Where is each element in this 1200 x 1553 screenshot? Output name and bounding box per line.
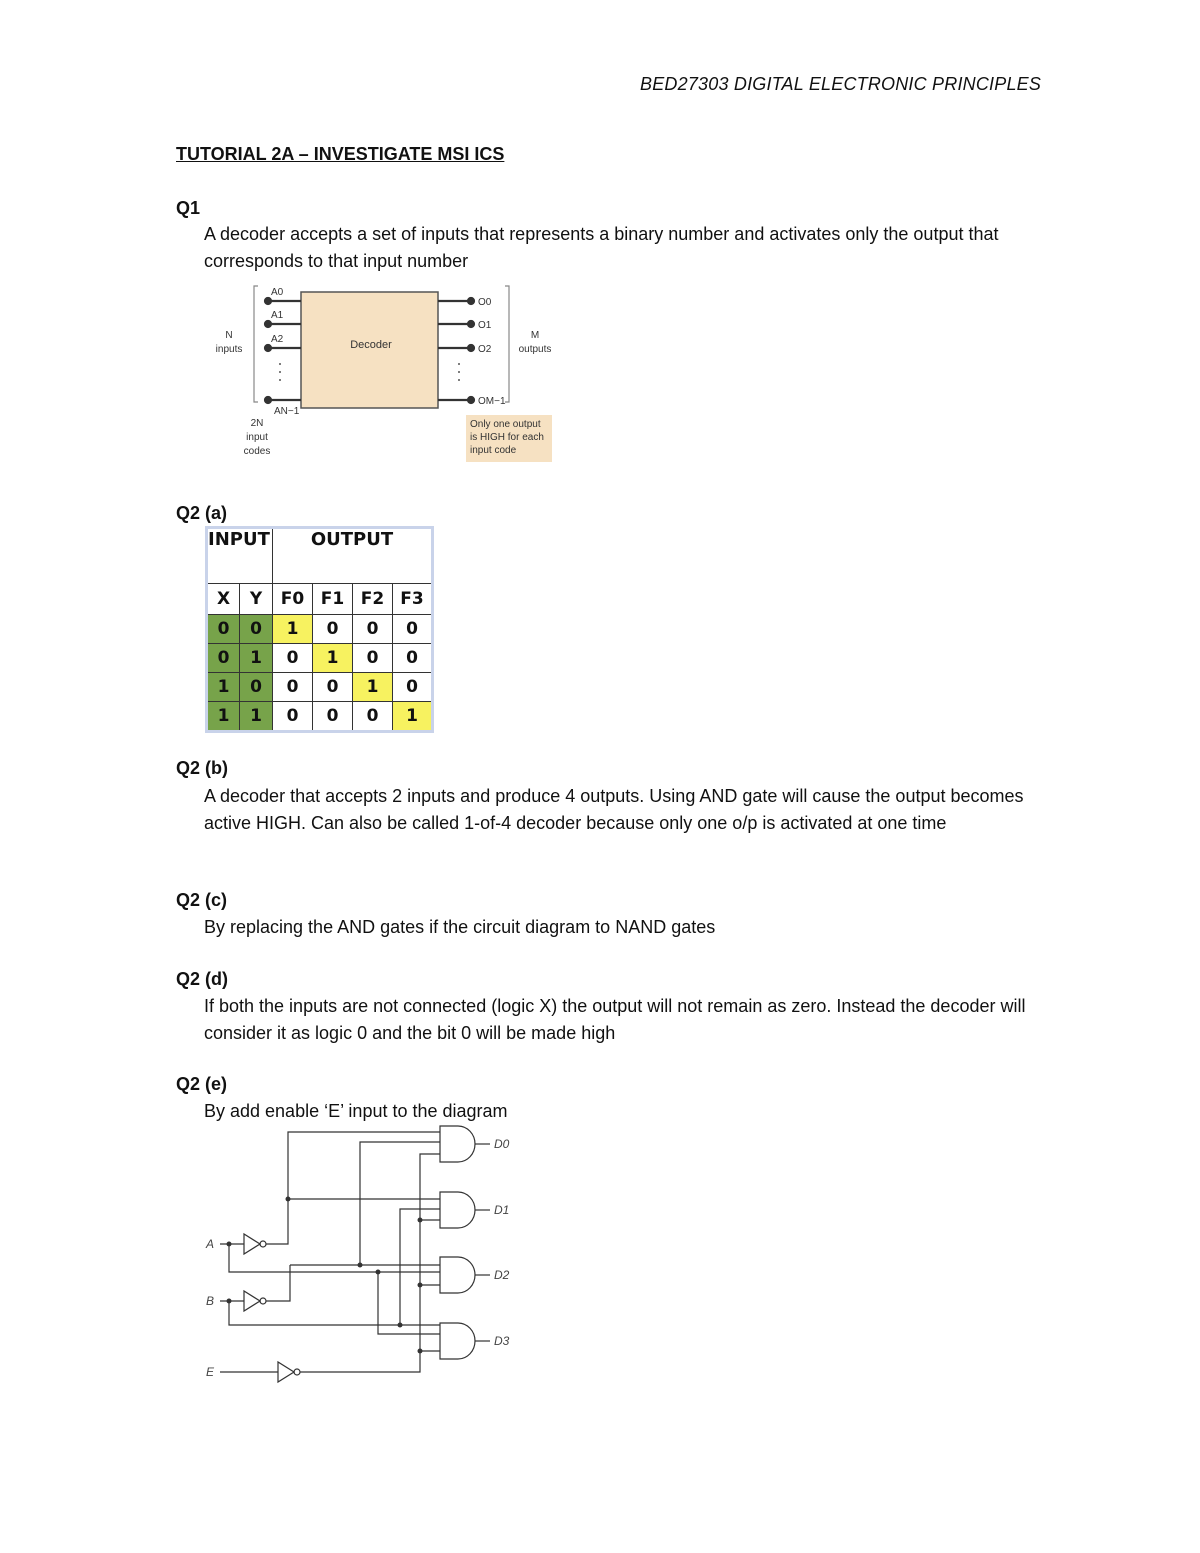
input-e-label: E	[206, 1365, 215, 1379]
table-cell: 0	[207, 644, 240, 673]
q2d-text: If both the inputs are not connected (logic X) the output will not remain as zero. Instead the decoder will consider it as logic 0 and the bit 0 will be made high	[204, 996, 1026, 1043]
q2b-text: A decoder that accepts 2 inputs and produce 4 outputs. Using AND gate will cause the output becomes active HIGH. Can also be called 1-of-4 decoder because only one o/p is activated at one time	[204, 786, 1024, 833]
q2b-label: Q2 (b)	[176, 758, 228, 778]
table-cell: 1	[207, 673, 240, 702]
table-cell: 0	[273, 702, 313, 732]
output-label-om-1: OM−1	[478, 396, 506, 407]
q2a-label: Q2 (a)	[176, 503, 228, 523]
table-row	[207, 615, 433, 644]
q2e-text: By add enable ‘E’ input to the diagram	[204, 1101, 508, 1121]
table-cell: 1	[207, 702, 240, 732]
table-cell: 0	[273, 644, 313, 673]
inputs-label: inputs	[215, 344, 243, 355]
output-d1-label: D1	[494, 1203, 510, 1217]
page-title: TUTORIAL 2A – INVESTIGATE MSI ICS	[176, 144, 505, 164]
input-label-a2: A2	[271, 334, 284, 345]
q2c-text: By replacing the AND gates if the circuit diagram to NAND gates	[204, 917, 716, 937]
note-line-3: input code	[470, 445, 517, 456]
column-header: F0	[273, 584, 313, 615]
note-line-1: Only one output	[470, 419, 541, 430]
output-label-o1: O1	[478, 320, 492, 331]
and-gate-d0	[440, 1126, 475, 1162]
table-cell: 0	[353, 644, 393, 673]
codes-label-codes: codes	[243, 446, 271, 457]
column-header: F1	[313, 584, 353, 615]
outputs-label: outputs	[518, 344, 552, 355]
codes-label-input: input	[246, 432, 268, 443]
table-cell: 0	[393, 615, 433, 644]
input-b-label: B	[206, 1294, 215, 1308]
output-label-o2: O2	[478, 344, 492, 355]
input-a-label: A	[206, 1237, 215, 1251]
q2e-label: Q2 (e)	[176, 1074, 228, 1094]
output-d0-label: D0	[494, 1137, 510, 1151]
table-cell: 0	[313, 615, 353, 644]
table-cell: 1	[393, 702, 433, 732]
and-gate-d1	[440, 1192, 475, 1228]
output-d2-label: D2	[494, 1268, 510, 1282]
table-cell: 0	[207, 615, 240, 644]
note-line-2: is HIGH for each	[470, 432, 544, 443]
table-cell: 0	[393, 644, 433, 673]
table-cell: 0	[393, 673, 433, 702]
and-gate-d2	[440, 1257, 475, 1293]
table-cell: 0	[353, 615, 393, 644]
inverter-e	[278, 1362, 294, 1382]
input-label-an-1: AN−1	[274, 406, 300, 417]
table-cell: 0	[313, 673, 353, 702]
page-header: BED27303 DIGITAL ELECTRONIC PRINCIPLES	[640, 74, 1042, 94]
input-bracket	[254, 286, 258, 402]
table-cell: 1	[240, 644, 273, 673]
input-label-a0: A0	[271, 287, 284, 298]
table-cell: 0	[313, 702, 353, 732]
truth-table	[205, 526, 434, 733]
codes-label-2n: 2N	[250, 418, 264, 429]
column-header: Y	[240, 584, 273, 615]
table-row	[207, 673, 433, 702]
inverter-a	[244, 1234, 260, 1254]
output-d3-label: D3	[494, 1334, 510, 1348]
q2d-label: Q2 (d)	[176, 969, 228, 989]
column-header: F3	[393, 584, 433, 615]
table-cell: 1	[273, 615, 313, 644]
column-header: F2	[353, 584, 393, 615]
column-header: X	[207, 584, 240, 615]
table-cell: 0	[240, 673, 273, 702]
q1-text: A decoder accepts a set of inputs that represents a binary number and activates only the output that corresponds to that input number	[204, 224, 999, 271]
input-label-a1: A1	[271, 310, 284, 321]
n-label: N	[225, 330, 233, 341]
table-cell: 0	[273, 673, 313, 702]
decoder-block-label: Decoder	[350, 339, 392, 351]
output-label-o0: O0	[478, 297, 492, 308]
header-input: INPUT	[207, 528, 273, 584]
m-label: M	[530, 330, 540, 341]
table-cell: 1	[353, 673, 393, 702]
q2c-label: Q2 (c)	[176, 890, 228, 910]
output-bracket	[505, 286, 509, 402]
header-output: OUTPUT	[273, 528, 433, 584]
table-cell: 0	[240, 615, 273, 644]
q1-label: Q1	[176, 198, 201, 218]
table-cell: 0	[353, 702, 393, 732]
and-gate-d3	[440, 1323, 475, 1359]
table-cell: 1	[313, 644, 353, 673]
inverter-b	[244, 1291, 260, 1311]
table-row	[207, 644, 433, 673]
table-row	[207, 702, 433, 732]
decoder-block-diagram	[205, 280, 565, 468]
decoder-circuit-diagram	[200, 1122, 530, 1392]
table-cell: 1	[240, 702, 273, 732]
